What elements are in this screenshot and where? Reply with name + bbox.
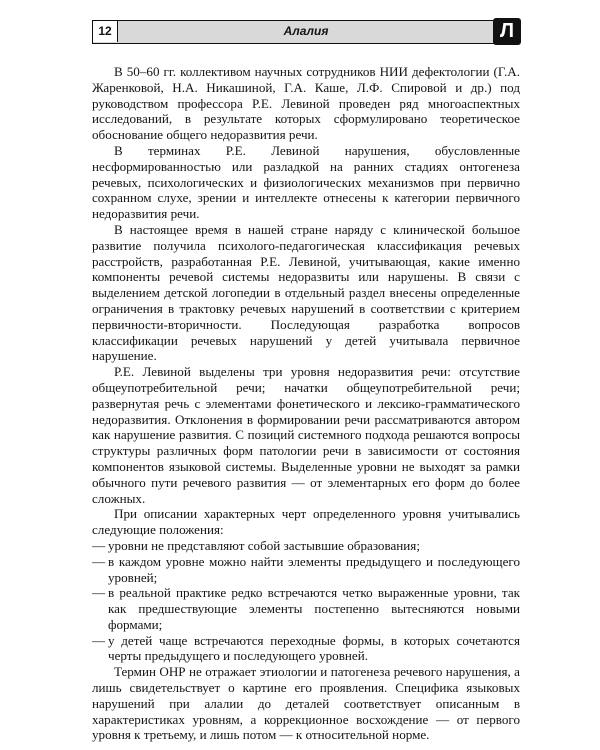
paragraph: В терминах Р.Е. Левиной нарушения, обусловленные несформированностью или разладкой на ранних стадиях онтогенеза речевых, психологических и физиологических механизмов при первично сохранном слухе, зрении и интеллекте отнесены к категории первичного недоразвития речи. [92, 142, 520, 222]
page-number: 12 [93, 21, 118, 42]
paragraph: Р.Е. Левиной выделены три уровня недоразвития речи: отсутствие общеупотребительной речи; начатки общеупотребительной речи; развернутая речь с элементами фонетического и лексико-грамматического недоразвития. Отклонения в формировании речи рассматриваются автором как нарушение развития. С позиций системного подхода решаются вопросы структуры различных форм патологии речи в зависимости от состояния компонентов языковой системы. Выделенные уровни не выходят за рамки обычного пути речевого развития — от элементарных его форм до более сложных. [92, 364, 520, 506]
list-item: — в каждом уровне можно найти элементы предыдущего и последующего уровней; [92, 554, 520, 586]
body-text [92, 64, 520, 743]
paragraph: В настоящее время в нашей стране наряду с клинической большое развитие получила психолого-педагогическая классификация речевых расстройств, разработанная Р.Е. Левиной, учитывающая, какие именно компоненты речевой системы недоразвиты или нарушены. В связи с выделением детской логопедии в отдельный раздел внесены определенные ограничения в трактовку речевых нарушений в соответствии с критерием первичности-вторичности. Последующая разработка вопросов классификации речевых нарушений у детей учитывала первичное нарушение. [92, 221, 520, 364]
list-item: — у детей чаще встречаются переходные формы, в которых сочетаются черты предыдущего и последующего уровней. [92, 633, 520, 665]
list-item: — в реальной практике редко встречаются четко выраженные уровни, так как предшествующие элементы постепенно вытесняются новыми формами; [92, 585, 520, 632]
section-letter-tab: Л [493, 18, 521, 45]
paragraph: Термин ОНР не отражает этиологии и патогенеза речевого нарушения, а лишь свидетельствует о картине его проявления. Специфика языковых нарушений при алалии до деталей соответствует описанным в характеристиках уровням, а коррекционное восхождение — от первого уровня к третьему, и лишь потом — к относительной норме. [92, 664, 520, 743]
running-header [92, 20, 520, 44]
running-title: Алалия [283, 24, 329, 38]
list-item: — уровни не представляют собой застывшие образования; [92, 538, 520, 554]
paragraph: В 50–60 гг. коллективом научных сотрудников НИИ дефектологии (Г.А. Жаренковой, Н.А. Никашиной, Г.А. Каше, Л.Ф. Спировой и др.) под руководством профессора Р.Е. Левиной проведен ряд многоаспектных исследований, в результате которых сформулировано теоретическое обоснование общего недоразвития речи. [92, 64, 520, 143]
paragraph: При описании характерных черт определенного уровня учитывались следующие положения: [92, 506, 520, 538]
